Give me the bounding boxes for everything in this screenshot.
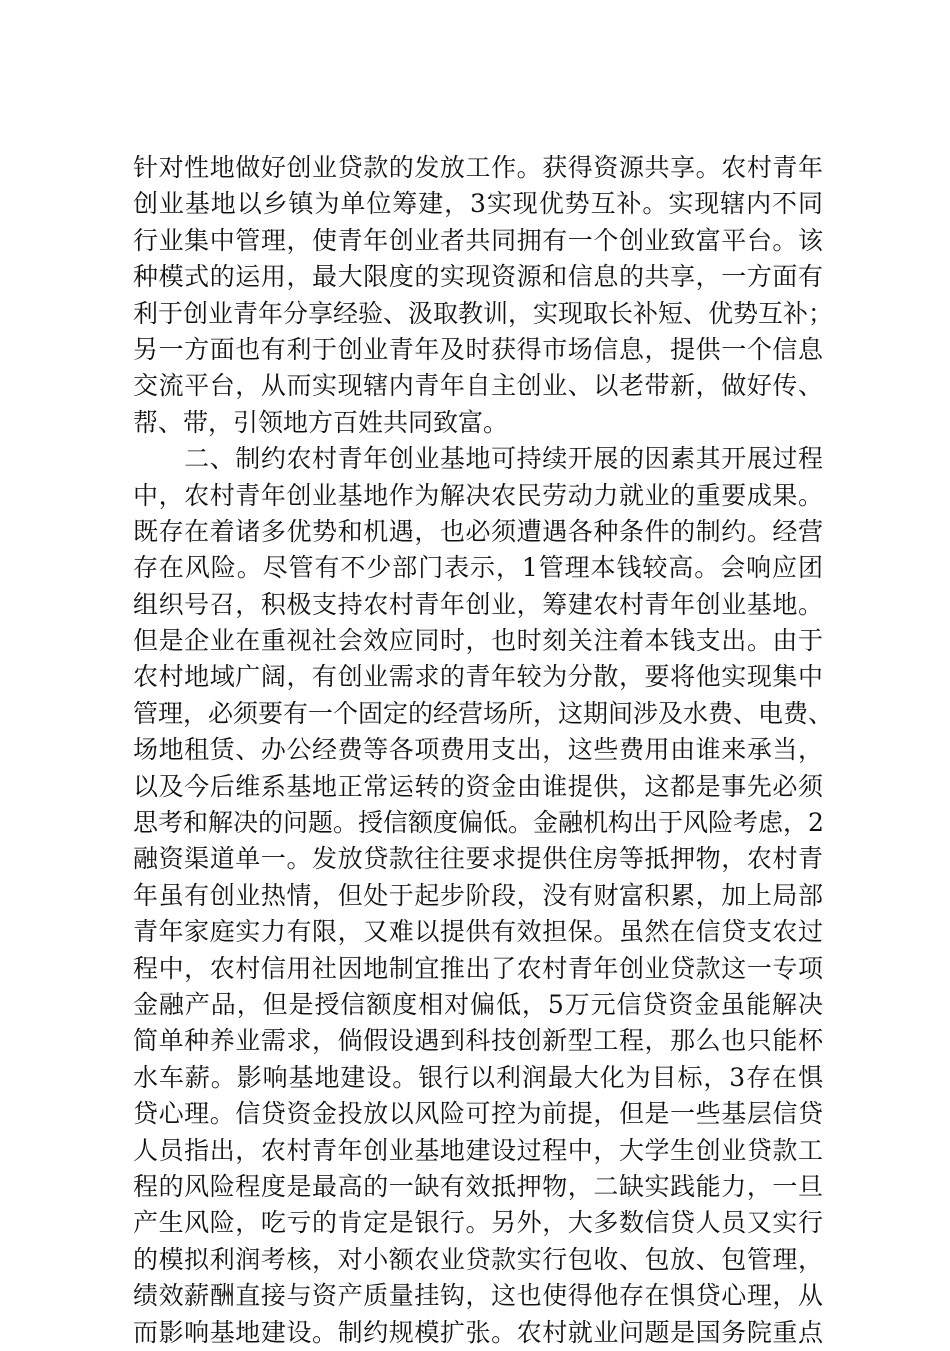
text-line: 组织号召，积极支持农村青年创业，筹建农村青年创业基地。 bbox=[133, 589, 823, 619]
text-line: 但是企业在重视社会效应同时，也时刻关注着本钱支出。由于 bbox=[133, 626, 823, 656]
body-text bbox=[133, 150, 834, 1351]
text-line: 金融产品，但是授信额度相对偏低，5万元信贷资金虽能解决 bbox=[133, 989, 823, 1019]
text-line: 程中，农村信用社因地制宜推出了农村青年创业贷款这一专项 bbox=[133, 953, 823, 983]
text-line: 以及今后维系基地正常运转的资金由谁提供，这都是事先必须 bbox=[133, 771, 823, 801]
text-line: 交流平台，从而实现辖内青年自主创业、以老带新，做好传、 bbox=[133, 371, 823, 401]
text-line: 绩效薪酬直接与资产质量挂钩，这也使得他存在惧贷心理，从 bbox=[133, 1281, 823, 1311]
text-line: 种模式的运用，最大限度的实现资源和信息的共享，一方面有 bbox=[133, 262, 823, 292]
text-line: 中，农村青年创业基地作为解决农民劳动力就业的重要成果。 bbox=[133, 480, 823, 510]
text-line: 帮、带，引领地方百姓共同致富。 bbox=[133, 407, 509, 437]
text-line: 产生风险，吃亏的肯定是银行。另外，大多数信贷人员又实行 bbox=[133, 1208, 823, 1238]
text-line: 创业基地以乡镇为单位筹建，3实现优势互补。实现辖内不同 bbox=[133, 189, 823, 219]
text-line: 青年家庭实力有限，又难以提供有效担保。虽然在信贷支农过 bbox=[133, 917, 823, 947]
text-line: 人员指出，农村青年创业基地建设过程中，大学生创业贷款工 bbox=[133, 1135, 823, 1165]
text-line: 而影响基地建设。制约规模扩张。农村就业问题是国务院重点 bbox=[133, 1317, 823, 1347]
text-line: 针对性地做好创业贷款的发放工作。获得资源共享。农村青年 bbox=[133, 153, 823, 182]
text-line: 水车薪。影响基地建设。银行以利润最大化为目标，3存在惧 bbox=[133, 1062, 823, 1092]
text-line: 管理，必须要有一个固定的经营场所，这期间涉及水费、电费、 bbox=[133, 698, 834, 728]
text-line: 二、制约农村青年创业基地可持续开展的因素其开展过程 bbox=[133, 444, 823, 474]
text-line: 简单种养业需求，倘假设遇到科技创新型工程，那么也只能杯 bbox=[133, 1026, 823, 1056]
text-line: 另一方面也有利于创业青年及时获得市场信息，提供一个信息 bbox=[133, 334, 823, 364]
text-line: 融资渠道单一。发放贷款往往要求提供住房等抵押物，农村青 bbox=[133, 844, 823, 874]
text-line: 农村地域广阔，有创业需求的青年较为分散，要将他实现集中 bbox=[133, 662, 823, 692]
text-line: 的模拟利润考核，对小额农业贷款实行包收、包放、包管理， bbox=[133, 1244, 823, 1274]
text-line: 行业集中管理，使青年创业者共同拥有一个创业致富平台。该 bbox=[133, 225, 823, 255]
text-line: 思考和解决的问题。授信额度偏低。金融机构出于风险考虑，2 bbox=[133, 808, 824, 838]
text-line: 贷心理。信贷资金投放以风险可控为前提，但是一些基层信贷 bbox=[133, 1099, 823, 1129]
text-line: 利于创业青年分享经验、汲取教训，实现取长补短、优势互补； bbox=[133, 298, 834, 328]
text-line: 存在风险。尽管有不少部门表示，1管理本钱较高。会响应团 bbox=[133, 553, 823, 583]
text-line: 既存在着诸多优势和机遇，也必须遭遇各种条件的制约。经营 bbox=[133, 516, 823, 546]
text-line: 场地租赁、办公经费等各项费用支出，这些费用由谁来承当， bbox=[133, 735, 823, 765]
text-line: 年虽有创业热情，但处于起步阶段，没有财富积累，加上局部 bbox=[133, 880, 823, 910]
text-line: 程的风险程度是最高的一缺有效抵押物，二缺实践能力，一旦 bbox=[133, 1171, 823, 1201]
